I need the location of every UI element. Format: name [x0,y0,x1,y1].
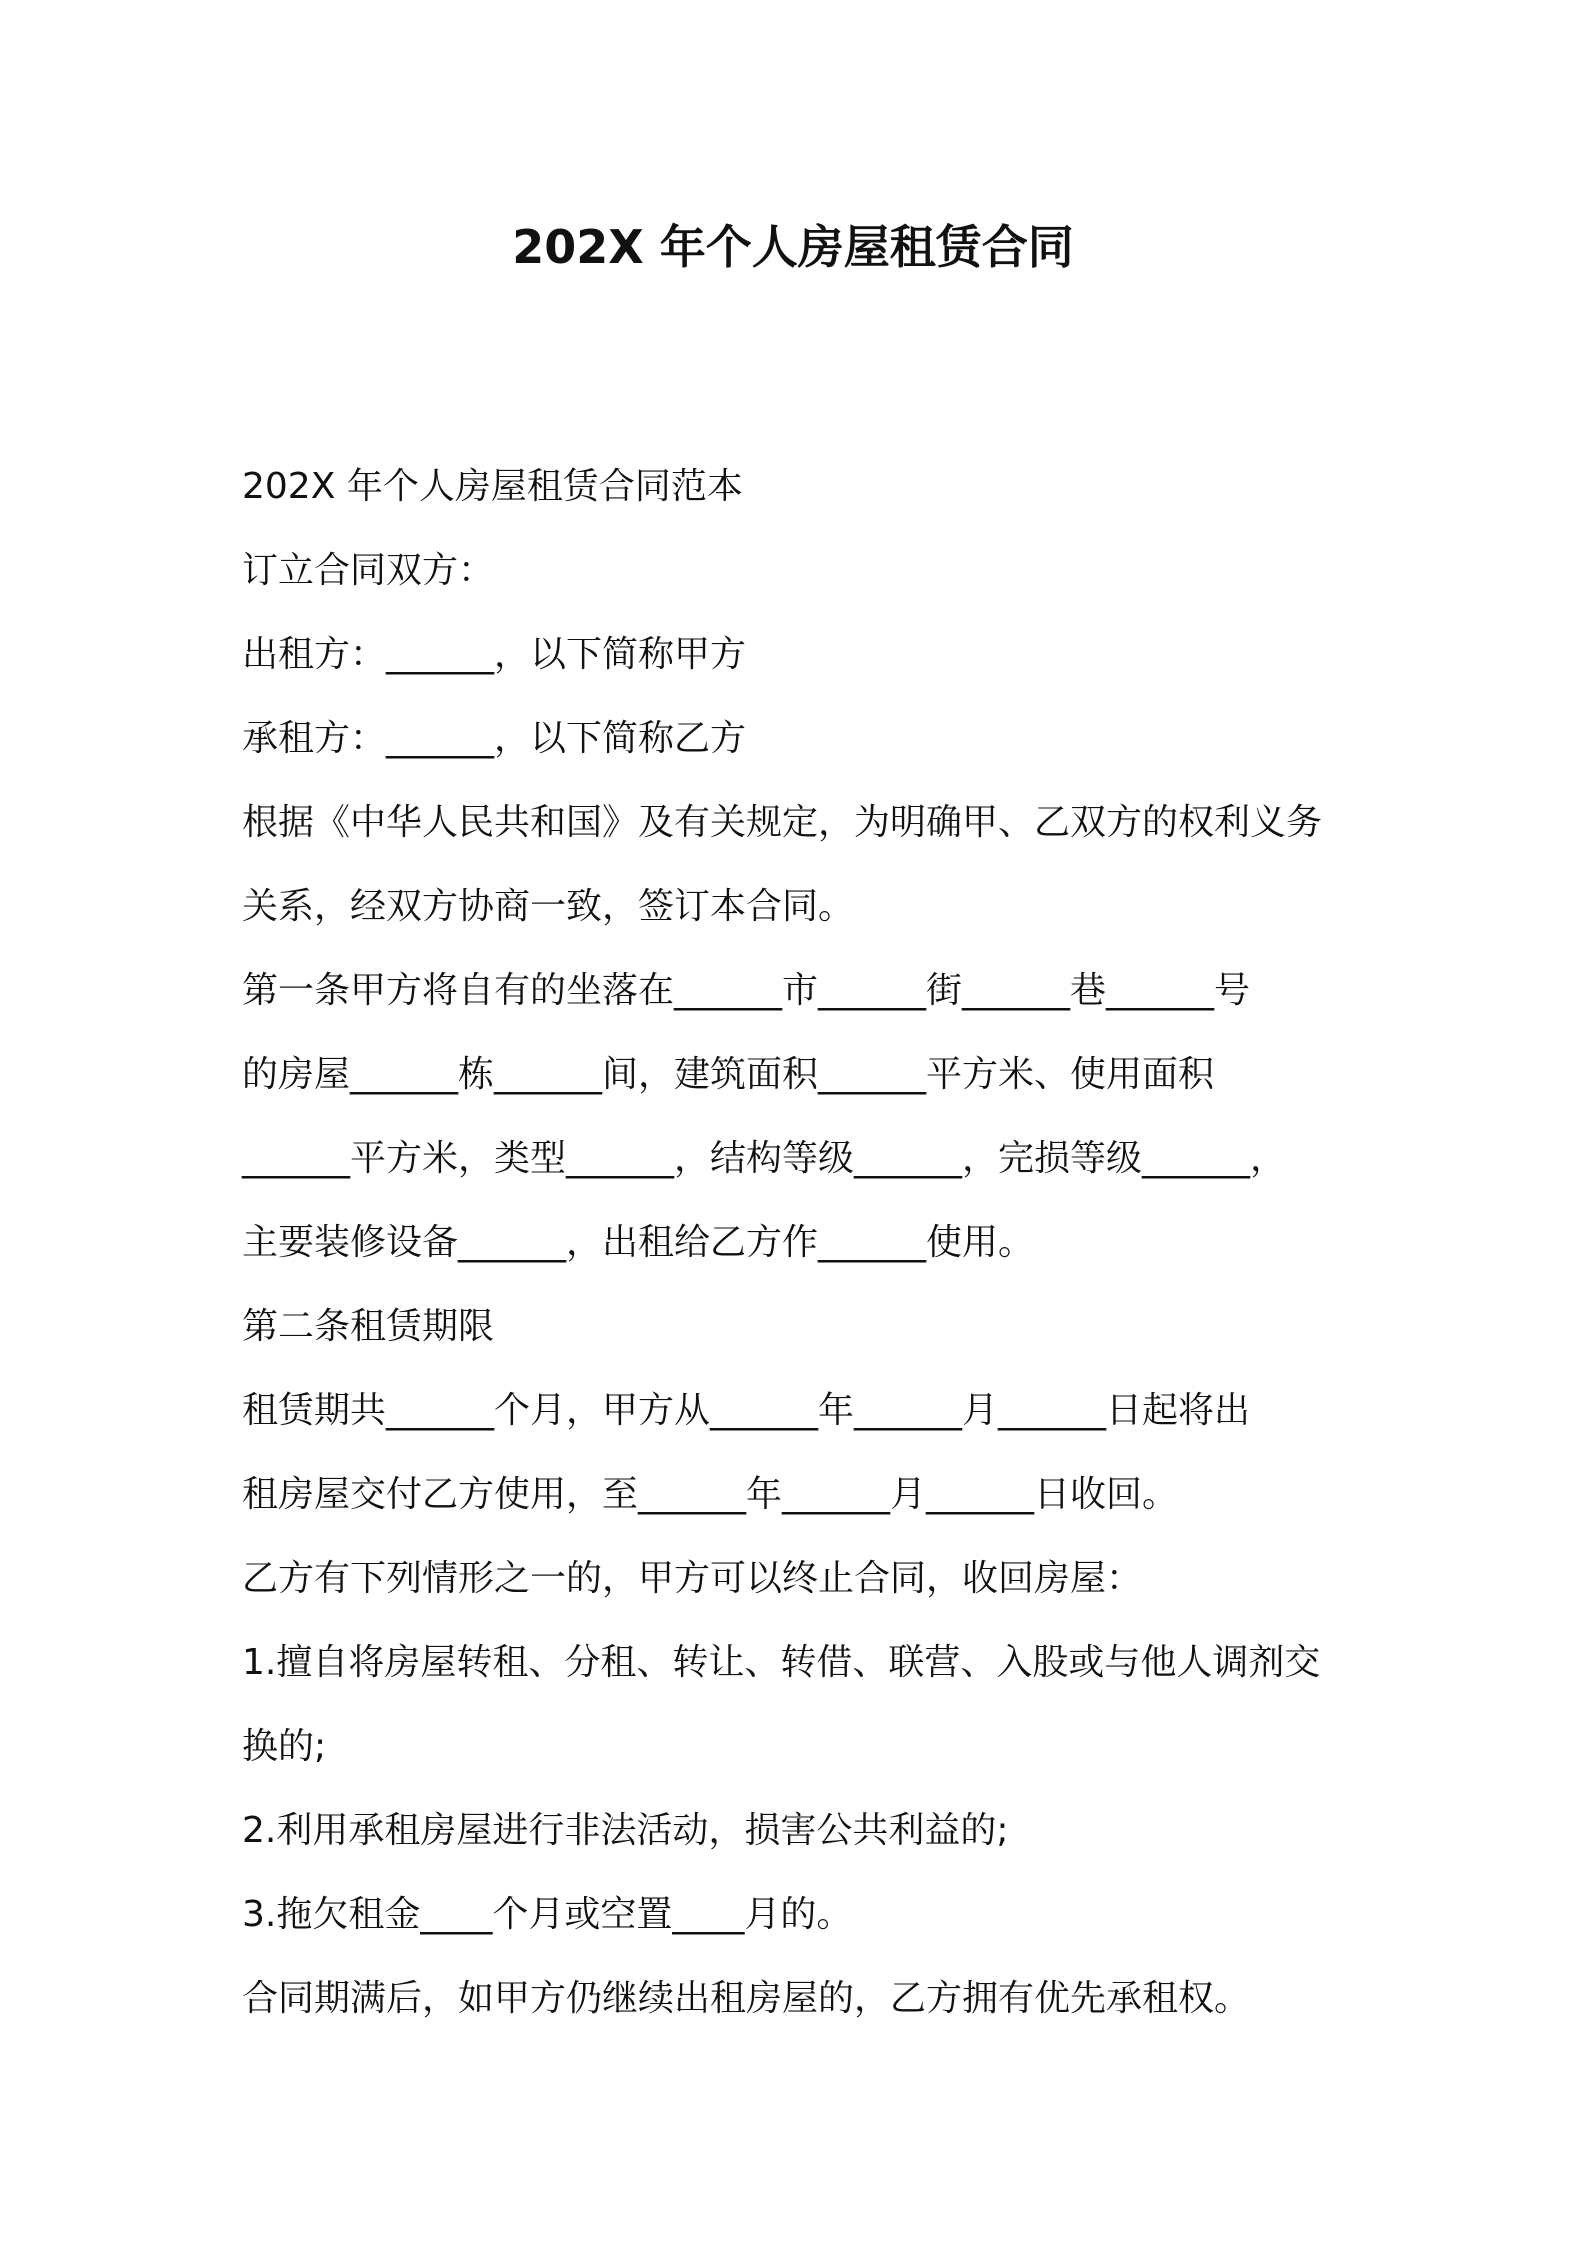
lease-term-line-1: 租赁期共______个月，甲方从______年______月______日起将出 [242,1390,1251,1431]
termination-item-3: 3.拖欠租金____个月或空置____月的。 [242,1894,853,1935]
preamble-line-1: 根据《中华人民共和国》及有关规定，为明确甲、乙双方的权利义务 [242,802,1323,843]
article-1-line-4: 主要装修设备______，出租给乙方作______使用。 [242,1222,1035,1263]
termination-item-2: 2.利用承租房屋进行非法活动，损害公共利益的; [242,1810,1009,1851]
termination-item-1-line-1: 1.擅自将房屋转租、分租、转让、转借、联营、入股或与他人调剂交 [242,1642,1321,1683]
parties-heading: 订立合同双方： [242,550,495,591]
renewal-priority-line: 合同期满后，如甲方仍继续出租房屋的，乙方拥有优先承租权。 [242,1978,1251,2019]
subtitle-line: 202X 年个人房屋租赁合同范本 [242,466,743,507]
article-1-line-1: 第一条甲方将自有的坐落在______市______街______巷______号 [242,970,1251,1011]
termination-intro: 乙方有下列情形之一的，甲方可以终止合同，收回房屋： [242,1558,1143,1599]
lessor-line: 出租方：______，以下简称甲方 [242,634,747,675]
document-title: 202X 年个人房屋租赁合同 [512,220,1074,274]
lessee-line: 承租方：______，以下简称乙方 [242,718,747,759]
document-body [242,445,1372,2041]
article-1-line-3: ______平方米，类型______，结构等级______，完损等级______， [242,1138,1287,1179]
lease-term-line-2: 租房屋交付乙方使用，至______年______月______日收回。 [242,1474,1179,1515]
article-2-heading: 第二条租赁期限 [242,1306,495,1347]
article-1-line-2: 的房屋______栋______间，建筑面积______平方米、使用面积 [242,1054,1215,1095]
termination-item-1-line-2: 换的; [242,1726,327,1767]
preamble-line-2: 关系，经双方协商一致，签订本合同。 [242,886,855,927]
